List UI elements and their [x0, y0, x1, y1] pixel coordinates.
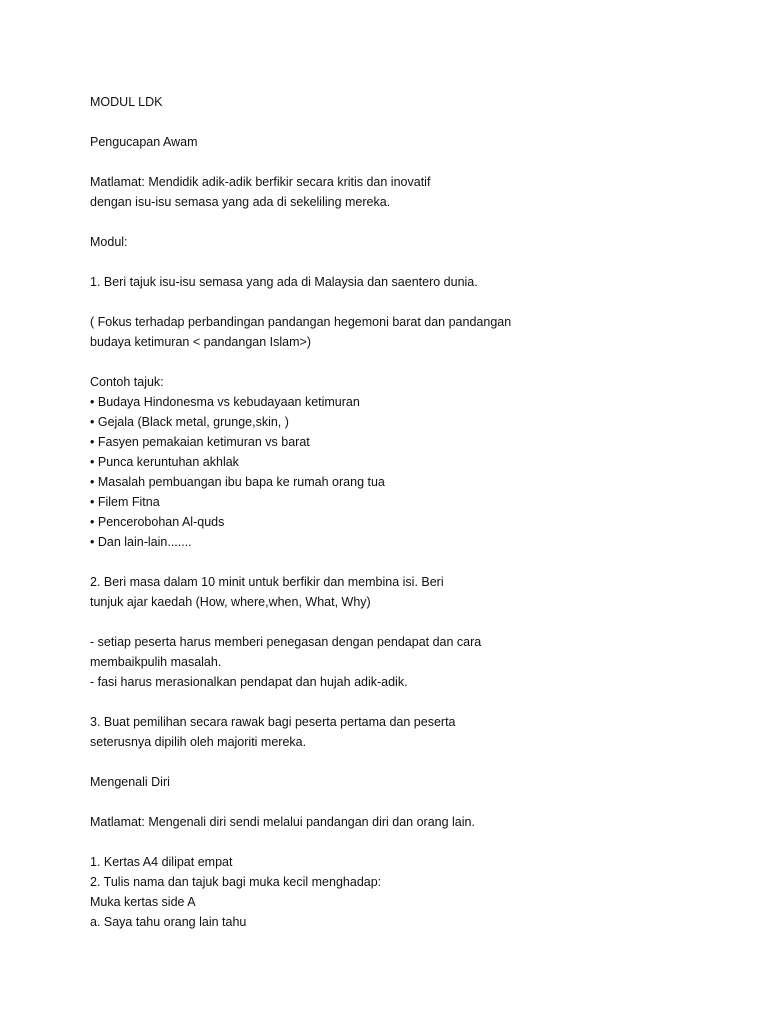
- list-item: • Masalah pembuangan ibu bapa ke rumah orang tua: [90, 472, 690, 492]
- step-2: tunjuk ajar kaedah (How, where,when, What, Why): [90, 595, 371, 609]
- spacer: [90, 292, 690, 312]
- spacer: [90, 692, 690, 712]
- list-item: • Fasyen pemakaian ketimuran vs barat: [90, 432, 690, 452]
- step-1: 1. Kertas A4 dilipat empat: [90, 855, 233, 869]
- spacer: [90, 352, 690, 372]
- section-heading-mengenali-diri: Mengenali Diri: [90, 775, 170, 789]
- side-label: Muka kertas side A: [90, 895, 196, 909]
- spacer: [90, 832, 690, 852]
- examples-list: [90, 392, 690, 552]
- document-title: MODUL LDK: [90, 95, 163, 109]
- goal-line: Matlamat: Mendidik adik-adik berfikir secara kritis dan inovatif: [90, 175, 431, 189]
- goal-line: Matlamat: Mengenali diri sendi melalui pandangan diri dan orang lain.: [90, 815, 475, 829]
- examples-label: Contoh tajuk:: [90, 375, 164, 389]
- note: - setiap peserta harus memberi penegasan dengan pendapat dan cara: [90, 635, 482, 649]
- step-3: seterusnya dipilih oleh majoriti mereka.: [90, 735, 307, 749]
- spacer: [90, 612, 690, 632]
- list-item: • Dan lain-lain.......: [90, 532, 690, 552]
- goal-line: dengan isu-isu semasa yang ada di sekeliling mereka.: [90, 195, 391, 209]
- list-item: • Pencerobohan Al-quds: [90, 512, 690, 532]
- list-item: • Filem Fitna: [90, 492, 690, 512]
- spacer: [90, 752, 690, 772]
- list-item: • Budaya Hindonesma vs kebudayaan ketimuran: [90, 392, 690, 412]
- spacer: [90, 152, 690, 172]
- section-heading-pengucapan-awam: Pengucapan Awam: [90, 135, 198, 149]
- list-item: • Punca keruntuhan akhlak: [90, 452, 690, 472]
- spacer: [90, 212, 690, 232]
- item-a: a. Saya tahu orang lain tahu: [90, 915, 247, 929]
- spacer: [90, 552, 690, 572]
- spacer: [90, 112, 690, 132]
- note: membaikpulih masalah.: [90, 655, 222, 669]
- step-2: 2. Tulis nama dan tajuk bagi muka kecil menghadap:: [90, 875, 382, 889]
- list-item: • Gejala (Black metal, grunge,skin, ): [90, 412, 690, 432]
- modul-label: Modul:: [90, 235, 128, 249]
- step-3: 3. Buat pemilihan secara rawak bagi peserta pertama dan peserta: [90, 715, 456, 729]
- document-body: [90, 92, 690, 932]
- step-2: 2. Beri masa dalam 10 minit untuk berfikir dan membina isi. Beri: [90, 575, 444, 589]
- focus-note: ( Fokus terhadap perbandingan pandangan hegemoni barat dan pandangan: [90, 315, 512, 329]
- spacer: [90, 792, 690, 812]
- spacer: [90, 252, 690, 272]
- focus-note: budaya ketimuran < pandangan Islam>): [90, 335, 311, 349]
- step-1: 1. Beri tajuk isu-isu semasa yang ada di Malaysia dan saentero dunia.: [90, 275, 478, 289]
- note: - fasi harus merasionalkan pendapat dan hujah adik-adik.: [90, 675, 408, 689]
